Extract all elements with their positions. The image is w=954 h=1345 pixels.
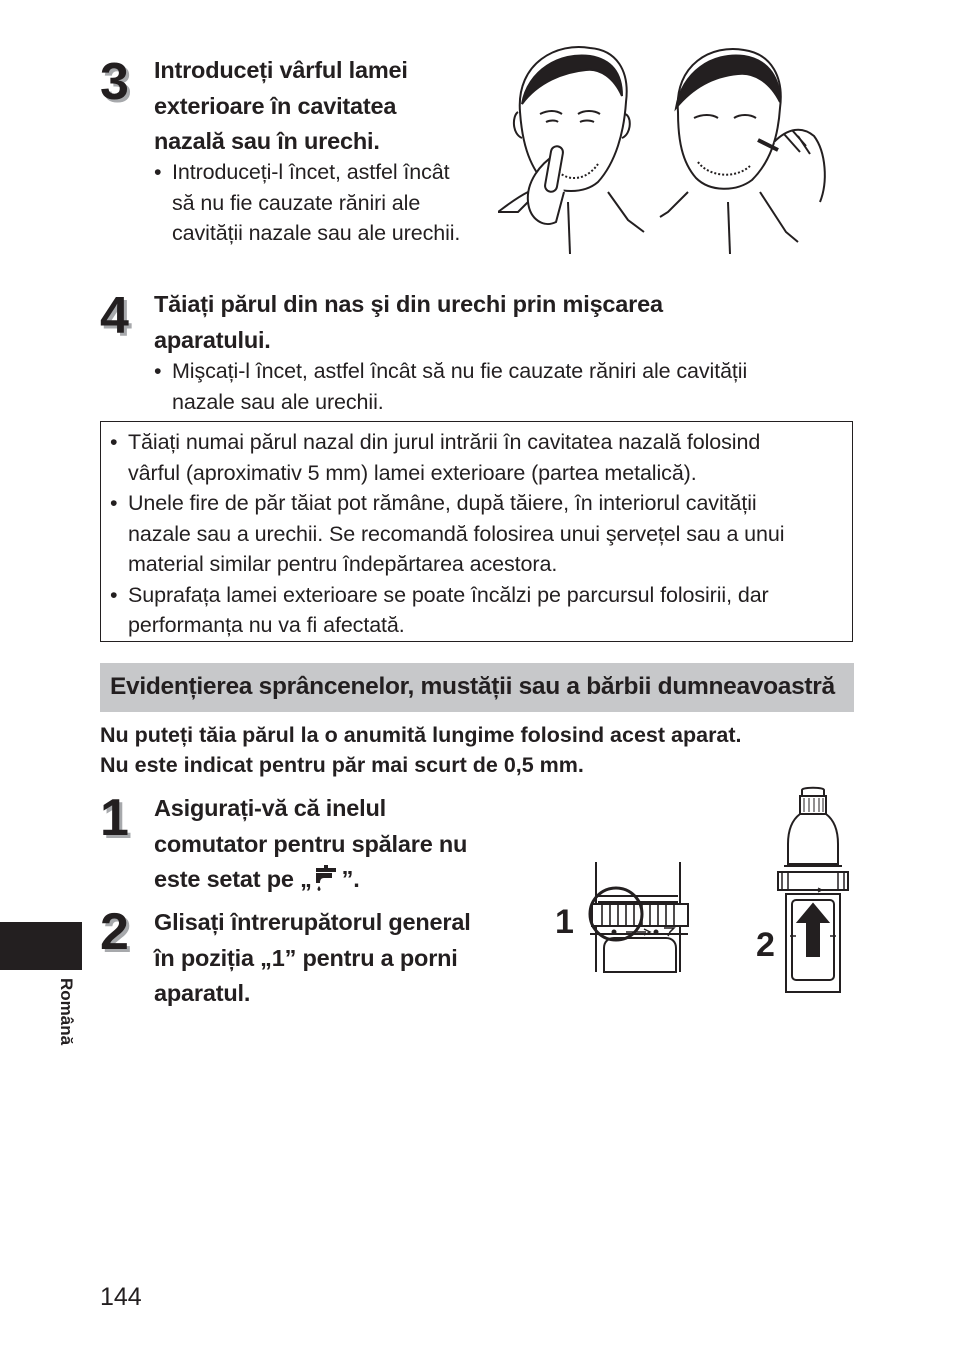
step-3-heading-line: exterioare în cavitatea	[154, 92, 397, 119]
step-1-heading	[154, 791, 534, 898]
note-item: • Suprafața lamei exterioare se poate încălzi pe parcursul folosirii, dar performanța nu va fi afectată.	[110, 580, 845, 641]
step-4-heading-line: Tăiați părul din nas şi din urechi prin mişcarea	[154, 291, 663, 317]
language-side-tab	[0, 922, 82, 970]
step-2-heading	[154, 905, 534, 1012]
trimmer-device-illustration	[776, 786, 850, 994]
section-intro	[100, 720, 742, 780]
intro-line: Nu este indicat pentru păr mai scurt de 0,5 mm.	[100, 753, 584, 777]
step-1-heading-line: este setat pe „ ”.	[154, 866, 360, 892]
page-number: 144	[100, 1283, 142, 1311]
step-2-heading-line: Glisați întrerupătorul general	[154, 909, 471, 935]
face-ear-illustration	[660, 49, 825, 254]
step-3-heading-line: Introduceți vârful lamei	[154, 57, 408, 83]
face-nose-illustration	[498, 47, 644, 254]
step-3-heading-line: nazală sau în urechi.	[154, 128, 380, 154]
notes-box	[100, 421, 853, 642]
step-number-2: 2	[100, 903, 129, 961]
section-title: Evidențierea sprâncenelor, mustății sau a bărbii dumneavoastră	[110, 673, 835, 700]
step-4-heading	[154, 287, 854, 358]
note-item: • Tăiați numai părul nazal din jurul intrării în cavitatea nazală folosind vârful (aproximativ 5 mm) lamei exterioare (partea metalică).	[110, 427, 845, 488]
step-2-heading-line: în poziția „1” pentru a porni	[154, 944, 458, 971]
figure-label-1: 1	[555, 903, 574, 941]
section-banner	[100, 663, 854, 712]
figure-label-2: 2	[756, 926, 775, 964]
step-4-heading-line: aparatului.	[154, 326, 271, 353]
note-item: • Unele fire de păr tăiat pot rămâne, după tăiere, în interiorul cavității nazale sau a urechii. Se recomandă folosirea unui şervețel sau a unui material similar pentru îndepărtarea acestora.	[110, 488, 845, 580]
step-number-4: 4	[100, 287, 129, 345]
step-1-heading-line: comutator pentru spălare nu	[154, 830, 468, 857]
intro-line: Nu puteți tăia părul la o anumită lungime folosind acest aparat.	[100, 723, 742, 747]
faucet-icon	[312, 865, 342, 891]
step-4-bullet: • Mişcați-l încet, astfel încât să nu fie cauzate răniri ale cavității nazale sau ale urechii.	[154, 356, 872, 417]
step-3-heading	[154, 53, 494, 160]
step-3-bullet: • Introduceți-l încet, astfel încât să nu fie cauzate răniri ale cavității nazale sau ale urechii.	[154, 157, 512, 249]
nose-ear-trimming-illustration	[498, 42, 838, 254]
step-number-1: 1	[100, 789, 129, 847]
step-number-3: 3	[100, 53, 129, 111]
step-1-heading-line: Asigurați-vă că inelul	[154, 795, 386, 821]
step-2-heading-line: aparatul.	[154, 980, 251, 1006]
wash-ring-closeup-illustration	[584, 862, 694, 976]
language-label: Română	[57, 978, 76, 1046]
